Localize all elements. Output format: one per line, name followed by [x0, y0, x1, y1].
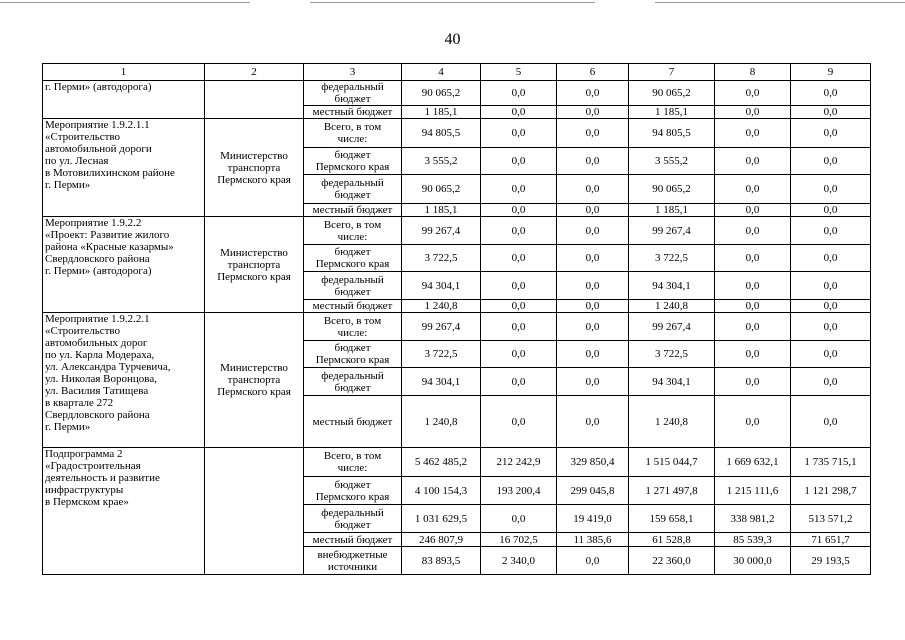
amount-cell: 0,0: [791, 368, 871, 396]
amount-cell: 90 065,2: [629, 175, 715, 204]
amount-cell: 0,0: [557, 217, 629, 245]
amount-cell: 0,0: [715, 217, 791, 245]
amount-cell: 22 360,0: [629, 547, 715, 575]
funding-source-cell: [304, 272, 402, 300]
amount-cell: 0,0: [791, 148, 871, 175]
budget-table: [42, 63, 871, 575]
amount-cell: 1 121 298,7: [791, 477, 871, 505]
amount-cell: 0,0: [715, 396, 791, 448]
amount-cell: 0,0: [715, 368, 791, 396]
amount-cell: 1 031 629,5: [402, 505, 481, 533]
amount-cell: 61 528,8: [629, 533, 715, 547]
executor-cell: [205, 119, 304, 217]
amount-cell: 0,0: [715, 204, 791, 217]
amount-cell: 71 651,7: [791, 533, 871, 547]
amount-cell: 94 304,1: [402, 272, 481, 300]
table-row: [43, 119, 871, 148]
amount-cell: 99 267,4: [402, 313, 481, 341]
amount-cell: 2 340,0: [481, 547, 557, 575]
top-rule-right: [655, 2, 905, 3]
amount-cell: 0,0: [557, 204, 629, 217]
funding-source-cell: [304, 477, 402, 505]
amount-cell: 0,0: [481, 81, 557, 106]
measure-name: Мероприятие 1.9.2.1.1 «Строительство автомобильной дороги по ул. Лесная в Мотовилихинском районе г. Перми»: [45, 119, 175, 191]
amount-cell: 0,0: [557, 175, 629, 204]
amount-cell: 1 185,1: [629, 106, 715, 119]
amount-cell: 0,0: [715, 245, 791, 272]
amount-cell: 0,0: [791, 106, 871, 119]
amount-cell: 0,0: [715, 81, 791, 106]
amount-cell: 0,0: [481, 119, 557, 148]
executor-name: Министерство транспорта Пермского края: [217, 362, 291, 398]
amount-cell: 0,0: [557, 396, 629, 448]
funding-source-cell: [304, 119, 402, 148]
funding-source: Всего, в том числе:: [323, 218, 382, 243]
amount-cell: 85 539,3: [715, 533, 791, 547]
amount-cell: 1 271 497,8: [629, 477, 715, 505]
funding-source: местный бюджет: [312, 106, 393, 118]
funding-source: внебюджетные источники: [317, 548, 388, 573]
funding-source: бюджет Пермского края: [315, 342, 390, 366]
executor-name: Министерство транспорта Пермского края: [217, 149, 291, 186]
amount-cell: 0,0: [715, 341, 791, 368]
amount-cell: 338 981,2: [715, 505, 791, 533]
funding-source: Всего, в том числе:: [323, 450, 382, 474]
amount-cell: 0,0: [715, 300, 791, 313]
funding-source-cell: [304, 204, 402, 217]
amount-cell: 83 893,5: [402, 547, 481, 575]
funding-source-cell: [304, 81, 402, 106]
funding-source: федеральный бюджет: [321, 81, 384, 105]
funding-source-cell: [304, 368, 402, 396]
amount-cell: 0,0: [715, 175, 791, 204]
funding-source: федеральный бюджет: [321, 369, 384, 394]
amount-cell: 0,0: [557, 148, 629, 175]
measure-name: г. Перми» (автодорога): [45, 81, 152, 93]
amount-cell: 3 555,2: [402, 148, 481, 175]
measure-name: Мероприятие 1.9.2.2.1 «Строительство автомобильных дорог по ул. Карла Модераха, ул. Александра Турчевича, ул. Николая Воронцова, ул. Василия Татищева в квартале 272 Свердловского района г. Перми»: [45, 313, 171, 433]
amount-cell: 1 185,1: [402, 204, 481, 217]
funding-source: местный бюджет: [312, 300, 393, 312]
amount-cell: 193 200,4: [481, 477, 557, 505]
amount-cell: 94 304,1: [629, 272, 715, 300]
amount-cell: 0,0: [715, 119, 791, 148]
column-header: 1: [43, 64, 205, 81]
amount-cell: 0,0: [557, 368, 629, 396]
measure-name-cell: [43, 81, 205, 119]
amount-cell: 1 669 632,1: [715, 448, 791, 477]
amount-cell: 1 735 715,1: [791, 448, 871, 477]
funding-source-cell: [304, 341, 402, 368]
funding-source-cell: [304, 448, 402, 477]
amount-cell: 0,0: [481, 341, 557, 368]
funding-source-cell: [304, 148, 402, 175]
funding-source: федеральный бюджет: [321, 273, 384, 298]
column-header: 2: [205, 64, 304, 81]
amount-cell: 0,0: [791, 217, 871, 245]
amount-cell: 0,0: [715, 106, 791, 119]
top-rule-center: [310, 2, 595, 3]
amount-cell: 94 805,5: [402, 119, 481, 148]
amount-cell: 0,0: [481, 148, 557, 175]
funding-source: бюджет Пермского края: [315, 478, 390, 503]
top-rule-left: [0, 2, 250, 3]
amount-cell: 3 555,2: [629, 148, 715, 175]
amount-cell: 30 000,0: [715, 547, 791, 575]
amount-cell: 0,0: [481, 217, 557, 245]
measure-name-cell: [43, 448, 205, 575]
amount-cell: 0,0: [481, 313, 557, 341]
amount-cell: 0,0: [481, 245, 557, 272]
amount-cell: 0,0: [481, 300, 557, 313]
measure-name-cell: [43, 313, 205, 448]
amount-cell: 94 805,5: [629, 119, 715, 148]
amount-cell: 0,0: [791, 245, 871, 272]
amount-cell: 3 722,5: [402, 341, 481, 368]
executor-cell: [205, 81, 304, 119]
amount-cell: 1 240,8: [402, 396, 481, 448]
funding-source: бюджет Пермского края: [315, 149, 390, 173]
measure-name-cell: [43, 119, 205, 217]
amount-cell: 0,0: [557, 272, 629, 300]
amount-cell: 246 807,9: [402, 533, 481, 547]
amount-cell: 1 215 111,6: [715, 477, 791, 505]
amount-cell: 5 462 485,2: [402, 448, 481, 477]
funding-source-cell: [304, 533, 402, 547]
amount-cell: 0,0: [715, 148, 791, 175]
table-row: [43, 81, 871, 106]
amount-cell: 29 193,5: [791, 547, 871, 575]
funding-source-cell: [304, 175, 402, 204]
amount-cell: 19 419,0: [557, 505, 629, 533]
amount-cell: 94 304,1: [402, 368, 481, 396]
amount-cell: 3 722,5: [629, 341, 715, 368]
amount-cell: 0,0: [557, 106, 629, 119]
amount-cell: 1 240,8: [402, 300, 481, 313]
amount-cell: 0,0: [791, 341, 871, 368]
measure-name: Подпрограмма 2 «Градостроительная деятельность и развитие инфраструктуры в Пермском крае»: [45, 448, 160, 508]
amount-cell: 0,0: [481, 204, 557, 217]
amount-cell: 299 045,8: [557, 477, 629, 505]
column-header: 8: [715, 64, 791, 81]
column-header: 7: [629, 64, 715, 81]
funding-source-cell: [304, 217, 402, 245]
amount-cell: 1 240,8: [629, 396, 715, 448]
amount-cell: 0,0: [481, 106, 557, 119]
executor-cell: [205, 313, 304, 448]
amount-cell: 212 242,9: [481, 448, 557, 477]
amount-cell: 0,0: [791, 300, 871, 313]
amount-cell: 329 850,4: [557, 448, 629, 477]
funding-source: Всего, в том числе:: [323, 121, 382, 145]
amount-cell: 0,0: [715, 313, 791, 341]
amount-cell: 0,0: [557, 81, 629, 106]
amount-cell: 0,0: [481, 505, 557, 533]
funding-source: бюджет Пермского края: [315, 246, 390, 270]
amount-cell: 0,0: [557, 547, 629, 575]
funding-source-cell: [304, 505, 402, 533]
funding-source: федеральный бюджет: [321, 506, 384, 531]
amount-cell: 90 065,2: [402, 81, 481, 106]
amount-cell: 0,0: [791, 204, 871, 217]
amount-cell: 90 065,2: [402, 175, 481, 204]
column-header: 3: [304, 64, 402, 81]
amount-cell: 0,0: [557, 313, 629, 341]
amount-cell: 0,0: [791, 119, 871, 148]
page-number: 40: [444, 31, 461, 48]
measure-name-cell: [43, 217, 205, 313]
funding-source: Всего, в том числе:: [323, 314, 382, 339]
amount-cell: 1 515 044,7: [629, 448, 715, 477]
amount-cell: 159 658,1: [629, 505, 715, 533]
funding-source-cell: [304, 106, 402, 119]
table-row: [43, 313, 871, 341]
table-row: [43, 217, 871, 245]
amount-cell: 11 385,6: [557, 533, 629, 547]
amount-cell: 94 304,1: [629, 368, 715, 396]
amount-cell: 99 267,4: [629, 217, 715, 245]
amount-cell: 513 571,2: [791, 505, 871, 533]
funding-source: местный бюджет: [312, 204, 393, 216]
amount-cell: 4 100 154,3: [402, 477, 481, 505]
amount-cell: 0,0: [557, 341, 629, 368]
amount-cell: 0,0: [481, 272, 557, 300]
amount-cell: 0,0: [481, 368, 557, 396]
executor-cell: [205, 217, 304, 313]
amount-cell: 0,0: [715, 272, 791, 300]
column-header: 6: [557, 64, 629, 81]
funding-source-cell: [304, 313, 402, 341]
amount-cell: 0,0: [791, 175, 871, 204]
table-row: [43, 448, 871, 477]
header-row: [43, 64, 871, 81]
amount-cell: 1 240,8: [629, 300, 715, 313]
funding-source: федеральный бюджет: [321, 177, 384, 201]
amount-cell: 99 267,4: [402, 217, 481, 245]
funding-source: местный бюджет: [312, 415, 393, 428]
amount-cell: 1 185,1: [402, 106, 481, 119]
amount-cell: 0,0: [481, 175, 557, 204]
funding-source-cell: [304, 547, 402, 575]
amount-cell: 0,0: [791, 272, 871, 300]
amount-cell: 0,0: [557, 119, 629, 148]
column-header: 4: [402, 64, 481, 81]
executor-name: Министерство транспорта Пермского края: [217, 246, 291, 283]
amount-cell: 0,0: [791, 313, 871, 341]
amount-cell: 1 185,1: [629, 204, 715, 217]
amount-cell: 0,0: [557, 300, 629, 313]
amount-cell: 16 702,5: [481, 533, 557, 547]
amount-cell: 90 065,2: [629, 81, 715, 106]
funding-source-cell: [304, 396, 402, 448]
amount-cell: 0,0: [557, 245, 629, 272]
amount-cell: 0,0: [791, 396, 871, 448]
amount-cell: 0,0: [791, 81, 871, 106]
column-header: 9: [791, 64, 871, 81]
amount-cell: 3 722,5: [402, 245, 481, 272]
measure-name: Мероприятие 1.9.2.2 «Проект: Развитие жилого района «Красные казармы» Свердловского района г. Перми» (автодорога): [45, 217, 174, 277]
amount-cell: 99 267,4: [629, 313, 715, 341]
funding-source-cell: [304, 300, 402, 313]
executor-cell: [205, 448, 304, 575]
table-body: [43, 81, 871, 575]
amount-cell: 0,0: [481, 396, 557, 448]
funding-source-cell: [304, 245, 402, 272]
column-header: 5: [481, 64, 557, 81]
amount-cell: 3 722,5: [629, 245, 715, 272]
funding-source: местный бюджет: [312, 533, 393, 546]
